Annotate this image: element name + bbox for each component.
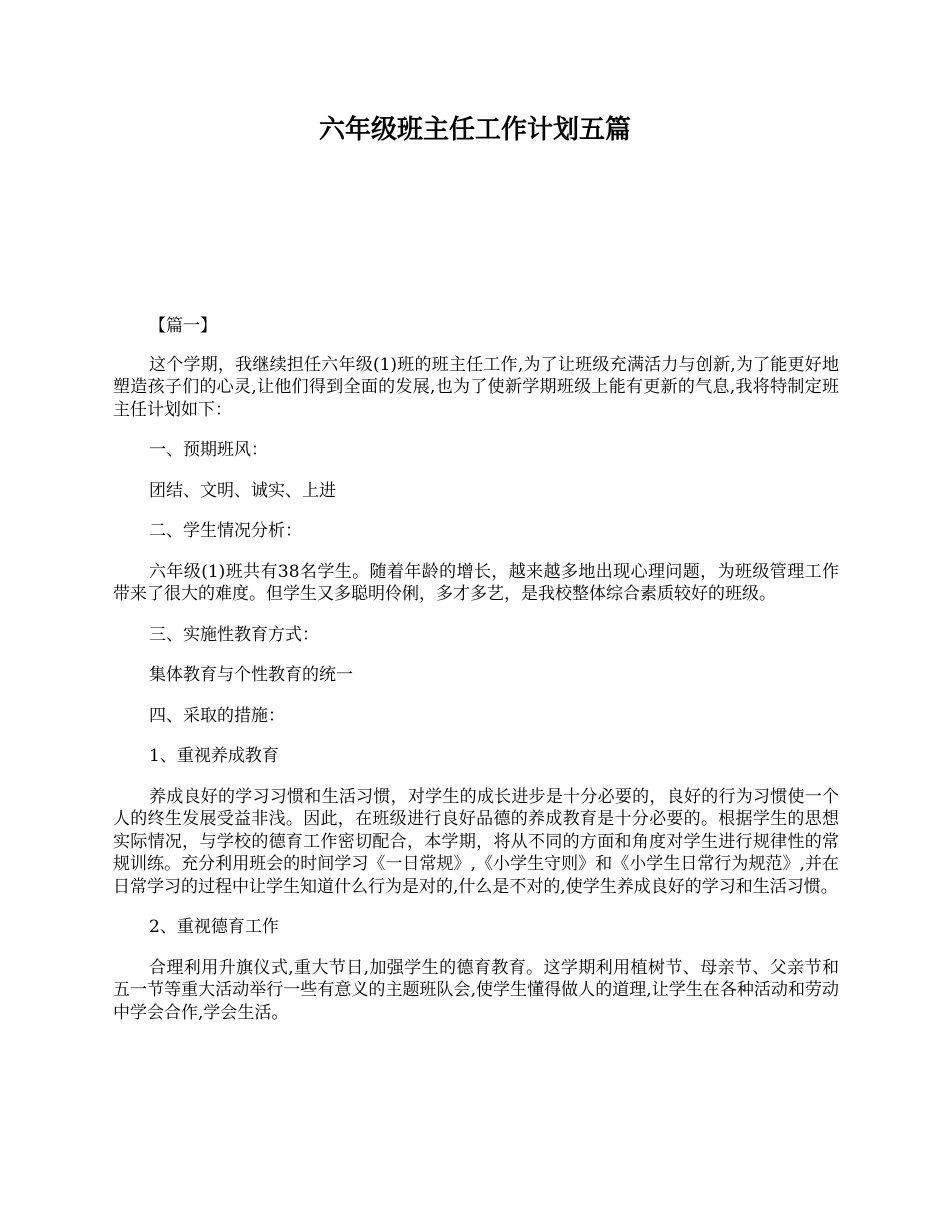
heading-education-method: 三、实施性教育方式： xyxy=(149,624,319,645)
heading-student-analysis: 二、学生情况分析： xyxy=(149,521,302,541)
subheading-moral-education: 2、重视德育工作 xyxy=(149,917,279,937)
habit-education-paragraph: 养成良好的学习习惯和生活习惯，对学生的成长进步是十分必要的，良好的行为习惯使一个人的终生发展受益非浅。因此，在班级进行良好品德的养成教育是十分必要的。根据学生的思想实际情况，与学校的德育工作密切配合，本学期，将从不同的方面和角度对学生进行规律性的常规训练。充分利用班会的时间学习《一日常规》,《小学生守则》和《小学生日常行为规范》,并在日常学习的过程中让学生知道什么行为是对的,什么是不对的,使学生养成良好的学习和生活习惯。 xyxy=(113,786,839,897)
education-method-text: 集体教育与个性教育的统一 xyxy=(149,665,353,685)
moral-education-paragraph: 合理利用升旗仪式,重大节日,加强学生的德育教育。这学期利用植树节、母亲节、父亲节和五一节等重大活动举行一些有意义的主题班队会,使学生懂得做人的道理,让学生在各种活动和劳动中学会合作,学会生活。 xyxy=(113,957,839,1023)
heading-measures: 四、采取的措施： xyxy=(149,705,285,726)
subheading-habit-education: 1、重视养成教育 xyxy=(149,746,279,766)
section-heading: 【篇一】 xyxy=(149,316,217,336)
class-style-text: 团结、文明、诚实、上进 xyxy=(149,480,336,501)
heading-class-style: 一、预期班风： xyxy=(149,440,268,460)
student-analysis-paragraph: 六年级(1)班共有38名学生。随着年龄的增长，越来越多地出现心理问题，为班级管理工作带来了很大的难度。但学生又多聪明伶俐，多才多艺，是我校整体综合素质较好的班级。 xyxy=(113,561,839,604)
document-title: 六年级班主任工作计划五篇 xyxy=(318,115,631,145)
intro-paragraph: 这个学期，我继续担任六年级(1)班的班主任工作,为了让班级充满活力与创新,为了能更好地塑造孩子们的心灵,让他们得到全面的发展,也为了使新学期班级上能有更新的气息,我将特制定班主任计划如下： xyxy=(113,354,839,420)
document-body xyxy=(113,315,839,1042)
